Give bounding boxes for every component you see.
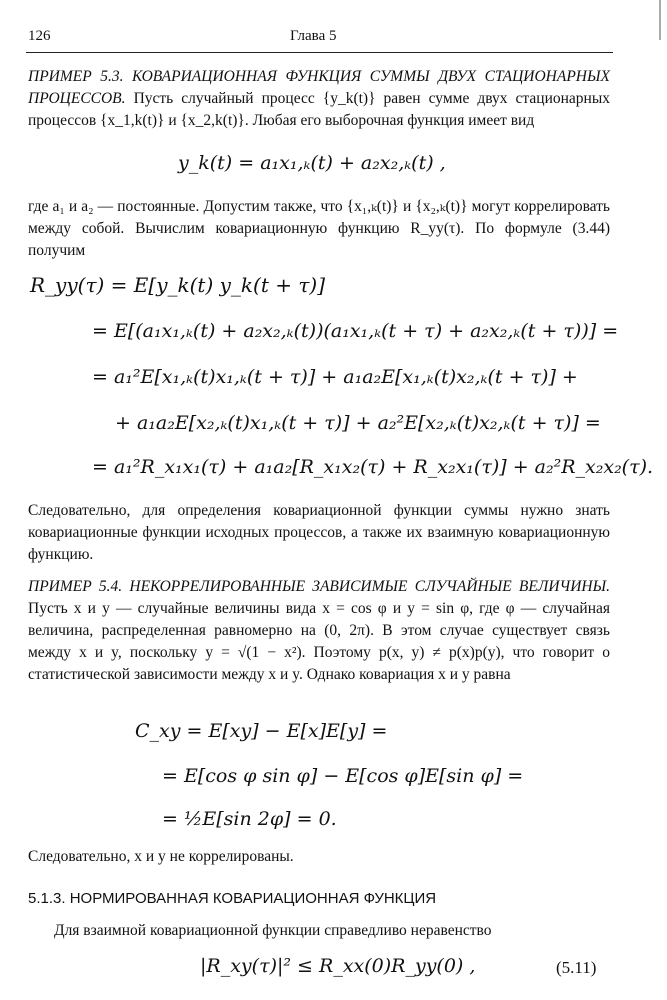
example-5-4-conclusion: Следовательно, x и y не коррелированы. xyxy=(28,848,294,865)
example-5-3-conclusion: Следовательно, для определения ковариационной функции суммы нужно знать ковариационные функции исходных процессов, а также их взаимную ковариационную функцию. xyxy=(28,502,610,563)
equation-cxy-line-3: = ½E[sin 2φ] = 0. xyxy=(162,808,337,830)
example-5-4-intro xyxy=(28,576,610,686)
equation-ryy-line-3: = a₁²E[x₁,ₖ(t)x₁,ₖ(t + τ)] + a₁a₂E[x₁,ₖ(t)x₂,ₖ(t + τ)] + xyxy=(92,366,578,388)
equation-ryy-line-5: = a₁²R_x₁x₁(τ) + a₁a₂[R_x₁x₂(τ) + R_x₂x₁(τ)] + a₂²R_x₂x₂(τ). xyxy=(92,456,654,478)
equation-ryy-line-1: R_yy(τ) = E[y_k(t) y_k(t + τ)] xyxy=(30,273,326,297)
example-5-4-text-1: Пусть x и y — случайные величины вида x = cos φ и y = sin φ, где φ — случайная величина, распределенная равномерно на (0, 2π). В этом случае существует связь между x и y, поскольку y = √(1 − x²). Поэтому p(x, y) ≠ p(x)p(y), что говорит о статистической зависимости между x и y. Однако ковариация x и y равна xyxy=(28,600,610,683)
example-5-3-title: ПРИМЕР 5.3. КОВАРИАЦИОННАЯ ФУНКЦИЯ СУММЫ ДВУХ СТАЦИОНАРНЫХ ПРОЦЕССОВ. xyxy=(28,68,610,107)
header-rule xyxy=(26,52,613,53)
equation-ryy-line-4: + a₁a₂E[x₂,ₖ(t)x₁,ₖ(t + τ)] + a₂²E[x₂,ₖ(t)x₂,ₖ(t + τ)] = xyxy=(115,412,601,434)
example-5-3-text-2: где a₁ и a₂ — постоянные. Допустим также, что {x₁,ₖ(t)} и {x₂,ₖ(t)} могут коррелировать между собой. Вычислим ковариационную функцию R_yy(τ). По формуле (3.44) получим xyxy=(28,198,610,259)
section-title: 5.1.3. НОРМИРОВАННАЯ КОВАРИАЦИОННАЯ ФУНКЦИЯ xyxy=(28,890,437,907)
example-5-4-title: ПРИМЕР 5.4. НЕКОРРЕЛИРОВАННЫЕ ЗАВИСИМЫЕ СЛУЧАЙНЫЕ ВЕЛИЧИНЫ. xyxy=(28,578,610,595)
equation-cxy-line-1: C_xy = E[xy] − E[x]E[y] = xyxy=(135,720,388,742)
chapter-title: Глава 5 xyxy=(290,28,337,44)
equation-cxy-line-2: = E[cos φ sin φ] − E[cos φ]E[sin φ] = xyxy=(162,765,524,787)
example-5-3-text-1: Пусть случайный процесс {y_k(t)} равен сумме двух стационарных процессов {x_1,k(t)} и {x_2,k(t)}. Любая его выборочная функция имеет вид xyxy=(28,90,611,129)
equation-number: (5.11) xyxy=(556,958,597,977)
equation-ryy-line-2: = E[(a₁x₁,ₖ(t) + a₂x₂,ₖ(t))(a₁x₁,ₖ(t + τ) + a₂x₂,ₖ(t + τ))] = xyxy=(92,320,619,342)
page-number: 126 xyxy=(28,28,51,44)
equation-5-11: |R_xy(τ)|² ≤ R_xx(0)R_yy(0) , xyxy=(200,955,476,977)
section-text: Для взаимной ковариационной функции справедливо неравенство xyxy=(54,922,492,939)
scan-edge-mark xyxy=(659,0,661,40)
example-5-3-intro xyxy=(28,66,610,132)
equation-yk: y_k(t) = a₁x₁,ₖ(t) + a₂x₂,ₖ(t) , xyxy=(178,152,446,174)
